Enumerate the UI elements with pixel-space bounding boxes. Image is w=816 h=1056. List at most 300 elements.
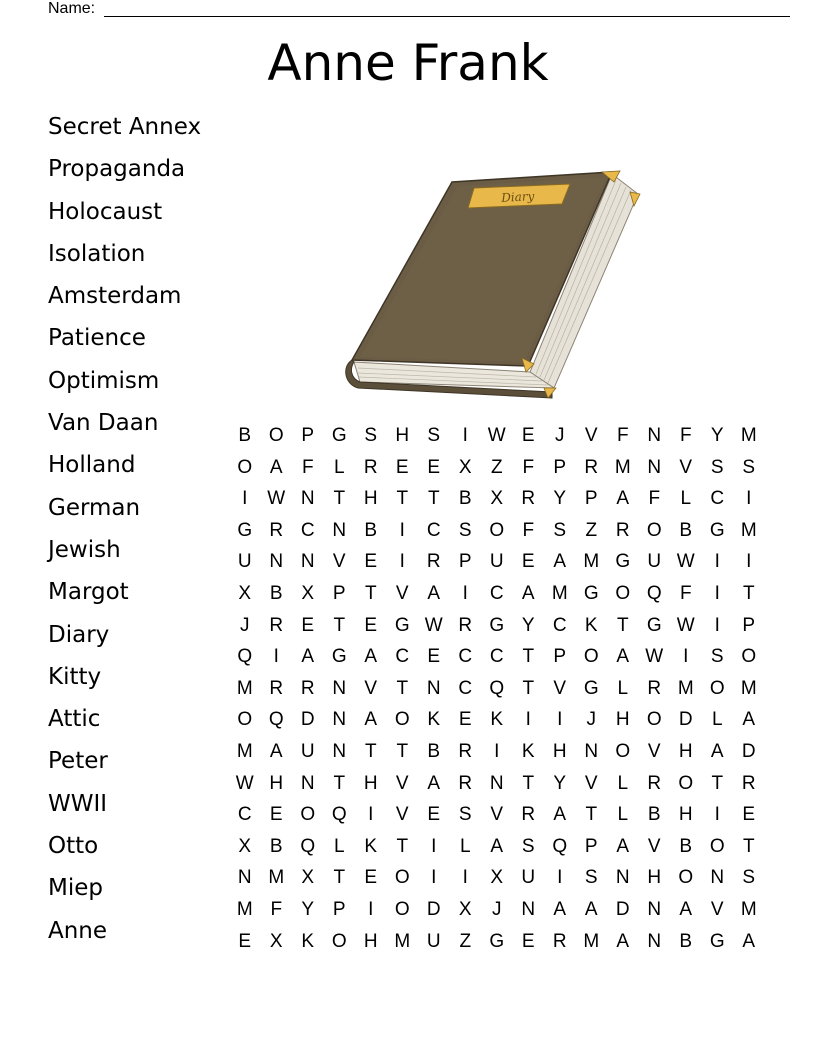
grid-cell: D [678,709,693,731]
grid-cell: W [676,614,695,636]
grid-cell: Z [490,456,503,478]
grid-cell: B [679,519,693,541]
grid-cell: C [710,488,725,510]
grid-cell: X [458,898,472,920]
page-title: Anne Frank [267,34,549,92]
grid-cell: U [300,740,315,762]
grid-cell: V [395,582,409,604]
grid-cell: N [521,898,536,920]
grid-cell: N [647,456,662,478]
grid-cell: H [363,772,378,794]
grid-cell: I [462,867,468,889]
grid-cell: N [426,677,441,699]
grid-cell: P [332,582,346,604]
grid-cell: S [742,867,756,889]
word-list-item: Holland [48,452,136,479]
word-list-item: Peter [48,748,108,775]
word-list-item: WWII [48,790,108,817]
grid-cell: S [458,519,472,541]
grid-cell: E [521,930,535,952]
grid-cell: M [236,677,253,699]
grid-cell: A [616,930,630,952]
grid-cell: K [364,835,378,857]
grid-cell: N [300,772,315,794]
grid-cell: F [522,456,535,478]
grid-cell: M [677,677,694,699]
grid-cell: P [458,551,472,573]
grid-cell: A [269,456,283,478]
grid-cell: M [614,456,631,478]
grid-cell: R [426,551,441,573]
grid-cell: I [431,835,437,857]
grid-cell: F [270,898,283,920]
grid-cell: O [615,740,631,762]
name-label: Name: [48,0,96,17]
grid-cell: R [647,772,662,794]
grid-cell: V [710,898,724,920]
grid-cell: L [617,804,629,826]
grid-cell: G [583,582,599,604]
word-list-item: Margot [48,579,129,606]
grid-cell: A [710,740,724,762]
grid-cell: R [521,804,536,826]
grid-cell: O [394,867,410,889]
grid-cell: T [522,772,535,794]
grid-cell: M [740,677,757,699]
grid-cell: I [431,867,437,889]
grid-cell: I [557,709,563,731]
grid-cell: A [584,898,598,920]
grid-cell: O [741,646,757,668]
grid-cell: A [616,646,630,668]
grid-cell: N [647,930,662,952]
grid-cell: S [742,456,756,478]
grid-cell: R [521,488,536,510]
grid-cell: F [679,425,692,446]
grid-cell: H [615,709,630,731]
grid-cell: R [458,740,473,762]
grid-cell: R [741,772,756,794]
grid-cell: P [301,425,315,446]
grid-cell: I [462,582,468,604]
grid-cell: E [395,456,409,478]
grid-cell: P [742,614,756,636]
grid-cell: C [237,804,252,826]
grid-cell: G [237,519,253,541]
grid-cell: L [617,677,629,699]
word-list-item: Anne [48,917,108,944]
grid-cell: R [584,456,599,478]
grid-cell: Z [585,519,598,541]
grid-cell: W [676,551,695,573]
grid-cell: O [583,646,599,668]
grid-cell: P [332,898,346,920]
grid-cell: W [487,425,506,446]
grid-cell: M [236,898,253,920]
grid-cell: T [616,614,629,636]
grid-cell: I [714,614,720,636]
grid-cell: E [301,614,315,636]
grid-cell: A [616,488,630,510]
grid-cell: M [583,930,600,952]
grid-cell: T [522,677,535,699]
grid-cell: E [427,456,441,478]
grid-cell: W [424,614,443,636]
grid-cell: L [711,709,723,731]
grid-cell: B [364,519,378,541]
grid-cell: B [269,835,283,857]
grid-cell: B [679,930,693,952]
grid-cell: S [584,867,598,889]
grid-cell: P [553,456,567,478]
grid-cell: V [395,804,409,826]
grid-cell: W [235,772,254,794]
grid-cell: O [615,582,631,604]
grid-cell: H [678,804,693,826]
grid-cell: Q [300,835,316,857]
grid-cell: O [678,772,694,794]
grid-cell: Q [268,709,284,731]
grid-cell: N [332,740,347,762]
grid-cell: E [521,551,535,573]
grid-cell: Q [237,646,253,668]
grid-cell: A [553,804,567,826]
grid-cell: J [240,614,250,636]
grid-cell: F [679,582,692,604]
grid-cell: N [584,740,599,762]
grid-cell: I [746,488,752,510]
grid-cell: E [521,425,535,446]
grid-cell: R [269,677,284,699]
word-list-item: Van Daan [48,410,159,437]
grid-cell: I [273,646,279,668]
grid-cell: L [333,835,345,857]
grid-cell: X [301,582,315,604]
grid-cell: I [714,551,720,573]
grid-cell: N [615,867,630,889]
grid-cell: V [364,677,378,699]
grid-cell: K [521,740,535,762]
grid-cell: O [331,930,347,952]
grid-cell: V [679,456,693,478]
grid-cell: N [710,867,725,889]
grid-cell: S [710,456,724,478]
word-list-item: Optimism [48,367,160,394]
grid-cell: J [586,709,596,731]
grid-cell: V [395,772,409,794]
grid-cell: B [458,488,472,510]
grid-cell: A [553,551,567,573]
name-underline [104,16,790,17]
grid-cell: T [711,772,724,794]
grid-cell: Q [646,582,662,604]
grid-cell: I [714,582,720,604]
grid-cell: N [300,488,315,510]
grid-cell: L [459,835,471,857]
grid-cell: G [709,519,725,541]
word-list-item: Holocaust [48,198,163,225]
grid-cell: S [427,425,441,446]
grid-cell: G [331,646,347,668]
grid-cell: T [396,488,409,510]
word-list-item: Secret Annex [48,114,202,140]
grid-cell: T [333,867,346,889]
grid-cell: J [492,898,502,920]
grid-cell: R [647,677,662,699]
grid-cell: T [522,646,535,668]
grid-cell: C [395,646,410,668]
grid-cell: N [237,867,252,889]
svg-text:Diary: Diary [500,189,535,205]
grid-cell: E [364,614,378,636]
word-list-item: Patience [48,325,146,352]
grid-cell: G [709,930,725,952]
grid-cell: G [583,677,599,699]
grid-cell: X [301,867,315,889]
word-list-item: Miep [48,875,103,902]
grid-cell: P [584,488,598,510]
grid-cell: X [269,930,283,952]
grid-cell: X [238,835,252,857]
grid-cell: O [709,677,725,699]
grid-cell: Y [553,488,567,510]
grid-cell: N [332,677,347,699]
grid-cell: T [396,835,409,857]
grid-cell: O [394,898,410,920]
word-list-item: Propaganda [48,156,186,183]
grid-cell: A [364,709,378,731]
grid-cell: A [490,835,504,857]
grid-cell: T [742,582,755,604]
word-list-item: Attic [48,706,101,733]
grid-cell: O [300,804,316,826]
grid-cell: O [646,519,662,541]
grid-cell: D [426,898,441,920]
word-list-item: Diary [48,621,110,648]
grid-cell: I [525,709,531,731]
grid-cell: M [551,582,568,604]
word-list-item: Amsterdam [48,283,182,310]
grid-cell: B [679,835,693,857]
grid-cell: R [269,614,284,636]
grid-cell: R [458,772,473,794]
grid-cell: D [300,709,315,731]
grid-cell: T [333,488,346,510]
grid-cell: X [490,867,504,889]
grid-cell: F [301,456,314,478]
grid-cell: N [489,772,504,794]
grid-cell: N [647,898,662,920]
grid-cell: U [489,551,504,573]
grid-cell: I [399,519,405,541]
grid-cell: I [683,646,689,668]
grid-cell: N [300,551,315,573]
grid-cell: E [427,804,441,826]
grid-cell: S [553,519,567,541]
grid-cell: W [645,646,664,668]
grid-cell: G [646,614,662,636]
grid-cell: T [364,582,377,604]
grid-cell: A [679,898,693,920]
grid-cell: V [647,835,661,857]
grid-cell: I [242,488,248,510]
grid-cell: M [583,551,600,573]
grid-cell: K [301,930,315,952]
grid-cell: M [740,425,757,446]
grid-cell: G [615,551,631,573]
grid-cell: C [489,646,504,668]
grid-cell: I [494,740,500,762]
grid-cell: S [458,804,472,826]
grid-cell: I [714,804,720,826]
grid-cell: A [521,582,535,604]
grid-cell: A [742,930,756,952]
grid-cell: H [647,867,662,889]
name-field [48,0,748,20]
grid-cell: W [267,488,286,510]
grid-cell: O [489,519,505,541]
grid-cell: O [237,709,253,731]
grid-cell: Q [331,804,347,826]
grid-cell: Y [301,898,315,920]
grid-cell: F [522,519,535,541]
grid-cell: E [427,646,441,668]
grid-cell: N [269,551,284,573]
grid-cell: H [269,772,284,794]
grid-cell: G [394,614,410,636]
word-search-grid [229,420,769,957]
grid-cell: Q [552,835,568,857]
word-list-item: Kitty [48,663,102,690]
grid-cell: B [427,740,441,762]
grid-cell: H [363,488,378,510]
grid-cell: A [301,646,315,668]
grid-cell: R [363,456,378,478]
grid-cell: C [300,519,315,541]
grid-cell: V [553,677,567,699]
grid-cell: L [617,772,629,794]
grid-cell: V [332,551,346,573]
grid-cell: E [364,551,378,573]
grid-cell: C [426,519,441,541]
grid-cell: U [521,867,536,889]
grid-cell: V [584,772,598,794]
grid-cell: C [552,614,567,636]
grid-cell: I [746,551,752,573]
grid-cell: T [427,488,440,510]
grid-cell: I [557,867,563,889]
grid-cell: V [584,425,598,446]
grid-cell: E [458,709,472,731]
grid-cell: O [394,709,410,731]
grid-cell: A [742,709,756,731]
grid-cell: G [331,425,347,446]
grid-cell: C [458,677,473,699]
grid-cell: O [678,867,694,889]
word-list-item: Jewish [48,536,121,563]
grid-cell: U [426,930,441,952]
grid-cell: M [236,740,253,762]
grid-cell: S [364,425,378,446]
grid-cell: O [268,425,284,446]
grid-cell: L [680,488,692,510]
grid-cell: T [364,740,377,762]
grid-cell: A [427,582,441,604]
grid-cell: Q [489,677,505,699]
grid-cell: T [585,804,598,826]
grid-cell: J [555,425,565,446]
grid-cell: A [616,835,630,857]
grid-cell: A [269,740,283,762]
grid-cell: M [740,519,757,541]
grid-cell: K [584,614,598,636]
grid-cell: T [396,677,409,699]
grid-cell: F [616,425,629,446]
grid-cell: P [584,835,598,857]
grid-cell: M [740,898,757,920]
grid-cell: H [678,740,693,762]
grid-cell: B [269,582,283,604]
grid-cell: X [490,488,504,510]
grid-cell: L [333,456,345,478]
grid-cell: D [615,898,630,920]
grid-cell: Y [521,614,535,636]
grid-cell: E [742,804,756,826]
grid-cell: S [521,835,535,857]
grid-cell: Y [553,772,567,794]
grid-cell: A [553,898,567,920]
grid-cell: V [490,804,504,826]
grid-cell: U [237,551,252,573]
grid-cell: E [364,867,378,889]
grid-cell: P [553,646,567,668]
grid-cell: T [742,835,755,857]
diary-book-icon [340,166,646,402]
grid-cell: E [238,930,252,952]
grid-cell: A [427,772,441,794]
grid-cell: T [333,614,346,636]
word-list-item: Isolation [48,240,146,267]
grid-cell: X [458,456,472,478]
grid-cell: B [238,425,252,446]
word-list [48,106,238,952]
grid-cell: M [394,930,411,952]
word-list-item: German [48,494,141,521]
grid-cell: G [489,930,505,952]
grid-cell: R [552,930,567,952]
grid-cell: C [458,646,473,668]
grid-cell: I [399,551,405,573]
grid-cell: E [269,804,283,826]
grid-cell: I [462,425,468,446]
grid-cell: B [647,804,661,826]
grid-cell: M [268,867,285,889]
word-list-item: Otto [48,833,99,860]
grid-cell: K [490,709,504,731]
grid-cell: C [489,582,504,604]
grid-cell: R [269,519,284,541]
grid-cell: N [332,519,347,541]
grid-cell: I [368,898,374,920]
grid-cell: R [615,519,630,541]
grid-cell: O [709,835,725,857]
grid-cell: I [368,804,374,826]
grid-cell: F [648,488,661,510]
grid-cell: S [710,646,724,668]
grid-cell: O [237,456,253,478]
grid-cell: O [646,709,662,731]
grid-cell: N [647,425,662,446]
